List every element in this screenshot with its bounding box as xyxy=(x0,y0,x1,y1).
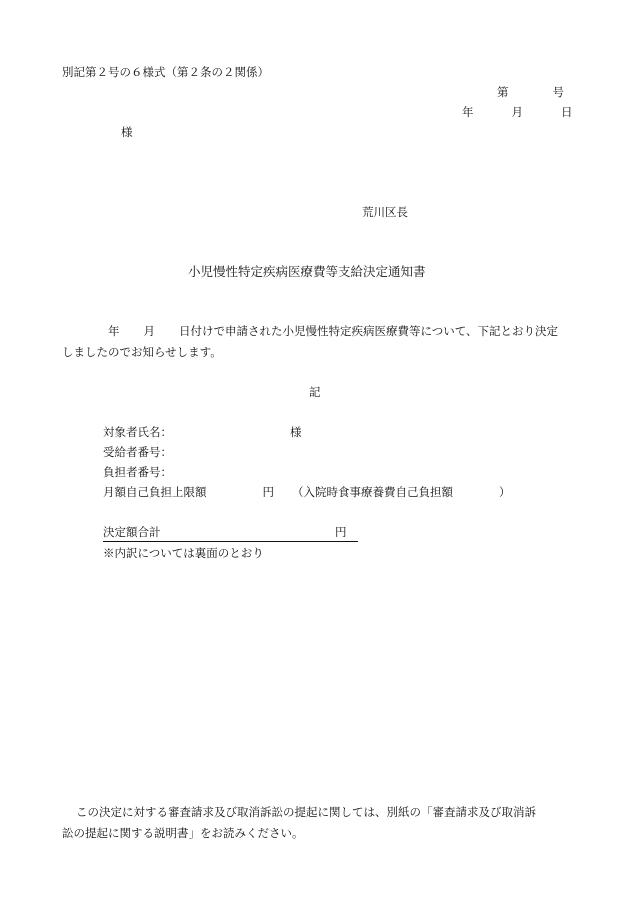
total-row xyxy=(103,527,358,542)
total-yen: 円 xyxy=(335,525,347,539)
name-row xyxy=(103,427,302,439)
issuer: 荒川区長 xyxy=(362,205,408,219)
body-year: 年 xyxy=(108,324,120,338)
total-label: 決定額合計 xyxy=(103,525,161,539)
meal-label: （入院時食事療養費自己負担額 xyxy=(292,485,453,499)
limit-label: 月額自己負担上限額 xyxy=(103,485,207,499)
form-number: 別記第２号の６様式（第２条の２関係） xyxy=(62,65,269,79)
body-line-2: しましたのでお知らせします。 xyxy=(62,345,222,359)
date-month: 月 xyxy=(511,105,523,119)
limit-row xyxy=(103,487,511,499)
date-day: 日 xyxy=(561,105,573,119)
number-line xyxy=(497,87,564,99)
body-line-1 xyxy=(108,326,558,338)
document-title: 小児慢性特定疾病医療費等支給決定通知書 xyxy=(188,264,426,279)
date-year: 年 xyxy=(462,105,474,119)
footer-line-2: 訟の提起に関する説明書」をお読みください。 xyxy=(62,826,304,840)
gou-label: 号 xyxy=(552,85,564,99)
body-text-1: 日付けで申請された小児慢性特定疾病医療費等について、下記とおり決定 xyxy=(179,324,559,338)
addressee-sama: 様 xyxy=(121,125,133,139)
recipient-number-label: 受給者番号： xyxy=(103,445,172,459)
body-month: 月 xyxy=(143,324,155,338)
name-label: 対象者氏名： xyxy=(103,425,172,439)
payer-number-label: 負担者番号： xyxy=(103,465,172,479)
name-sama: 様 xyxy=(290,425,302,439)
ki-heading: 記 xyxy=(309,385,321,399)
meal-close: ） xyxy=(499,485,511,499)
dai-label: 第 xyxy=(497,85,509,99)
date-line xyxy=(462,107,573,119)
limit-yen: 円 xyxy=(262,485,274,499)
note: ※内訳については裏面のとおり xyxy=(103,546,264,560)
footer-line-1: この決定に対する審査請求及び取消訴訟の提起に関しては、別紙の「審査請求及び取消訴 xyxy=(76,805,536,819)
